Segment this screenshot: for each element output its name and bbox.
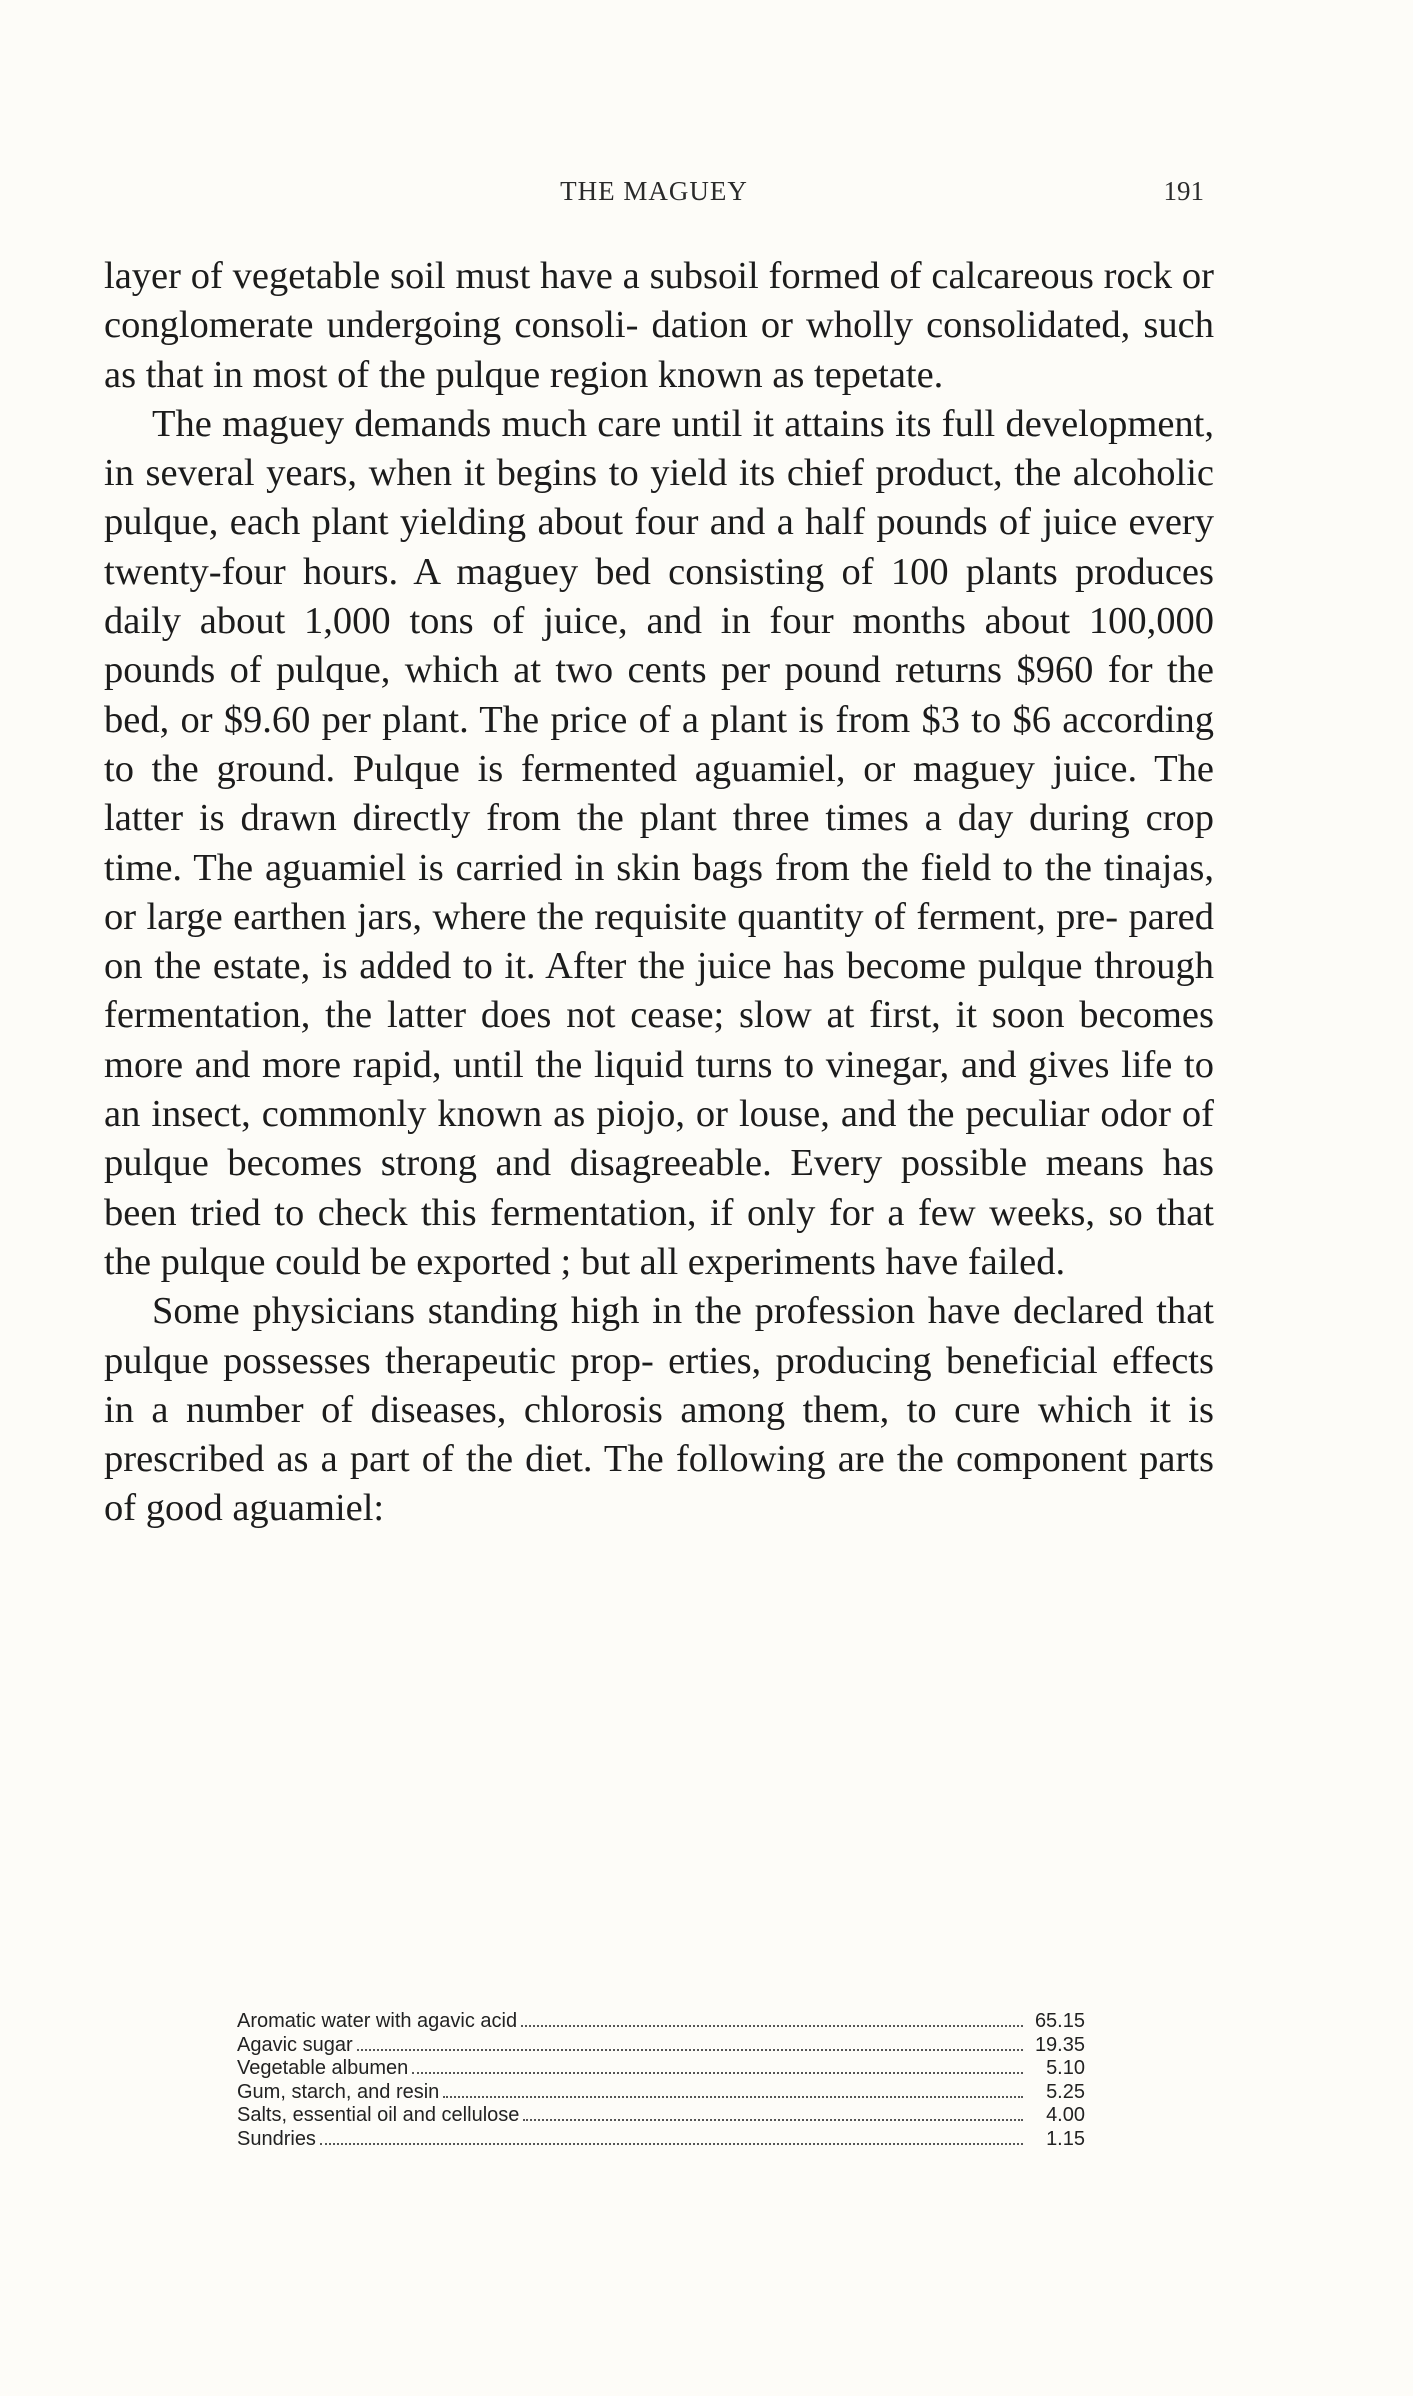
paragraph: layer of vegetable soil must have a subsoil formed of calcareous rock or conglomerate undergoing consoli- dation or wholly consolidated, such as that in most of the pulque region known as tepetate. bbox=[104, 255, 1214, 396]
component-value: 1.15 bbox=[1046, 2127, 1085, 2150]
dot-leader bbox=[357, 2049, 1023, 2051]
component-label: Salts, essential oil and cellulose bbox=[237, 2104, 520, 2126]
component-label: Sundries bbox=[237, 2127, 316, 2150]
dot-leader bbox=[523, 2119, 1023, 2121]
paragraph: The maguey demands much care until it attains its full development, in several years, when it begins to yield its chief product, the alcoholic pulque, each plant yielding about four and a half pounds of juice every twenty-four hours. A maguey bed consisting of 100 plants produces daily about 1,000 tons of juice, and in four months about 100,000 pounds of pulque, which at two cents per pound returns $960 for the bed, or $9.60 per plant. The price of a plant is from $3 to $6 according to the ground. Pulque is fermented aguamiel, or maguey juice. The latter is drawn directly from the plant three times a day during crop time. The aguamiel is carried in skin bags from the field to the tinajas, or large earthen jars, where the requisite quantity of ferment, pre- pared on the estate, is added to it. After the juice has become pulque through fermentation, the latter does not cease; slow at first, it soon becomes more and more rapid, until the liquid turns to vinegar, and gives life to an insect, commonly known as piojo, or louse, and the peculiar odor of pulque becomes strong and disagreeable. Every possible means has been tried to check this fermentation, if only for a few weeks, so that the pulque could be exported ; but all experiments have failed. bbox=[104, 402, 1214, 1283]
dot-leader bbox=[320, 2143, 1023, 2145]
component-value: 4.00 bbox=[1046, 2104, 1085, 2126]
body-text bbox=[104, 252, 1214, 1534]
paragraph: Some physicians standing high in the profession have declared that pulque possesses therapeutic prop- erties, producing beneficial effects in a number of diseases, chlorosis among them, to cure which it is prescribed as a part of the diet. The following are the component parts of good aguamiel: bbox=[104, 1290, 1214, 1530]
component-value: 5.25 bbox=[1046, 2080, 1085, 2103]
table-row bbox=[237, 2104, 1085, 2128]
dot-leader bbox=[521, 2025, 1023, 2027]
composition-table bbox=[237, 2010, 1085, 2151]
table-row bbox=[237, 2057, 1085, 2081]
component-value: 5.10 bbox=[1046, 2057, 1085, 2079]
running-title: THE MAGUEY bbox=[560, 176, 748, 206]
component-value: 19.35 bbox=[1034, 2033, 1085, 2056]
component-label: Gum, starch, and resin bbox=[237, 2080, 440, 2103]
table-row bbox=[237, 2010, 1085, 2034]
component-value: 65.15 bbox=[1034, 2010, 1085, 2032]
running-head bbox=[104, 176, 1204, 216]
dot-leader bbox=[443, 2096, 1023, 2098]
component-label: Aromatic water with agavic acid bbox=[237, 2010, 518, 2032]
component-label: Vegetable albumen bbox=[237, 2057, 409, 2079]
table-row bbox=[237, 2034, 1085, 2058]
component-label: Agavic sugar bbox=[237, 2033, 353, 2056]
table-row bbox=[237, 2081, 1085, 2105]
table-row bbox=[237, 2128, 1085, 2152]
dot-leader bbox=[412, 2072, 1023, 2074]
page-number: 191 bbox=[1163, 176, 1204, 206]
